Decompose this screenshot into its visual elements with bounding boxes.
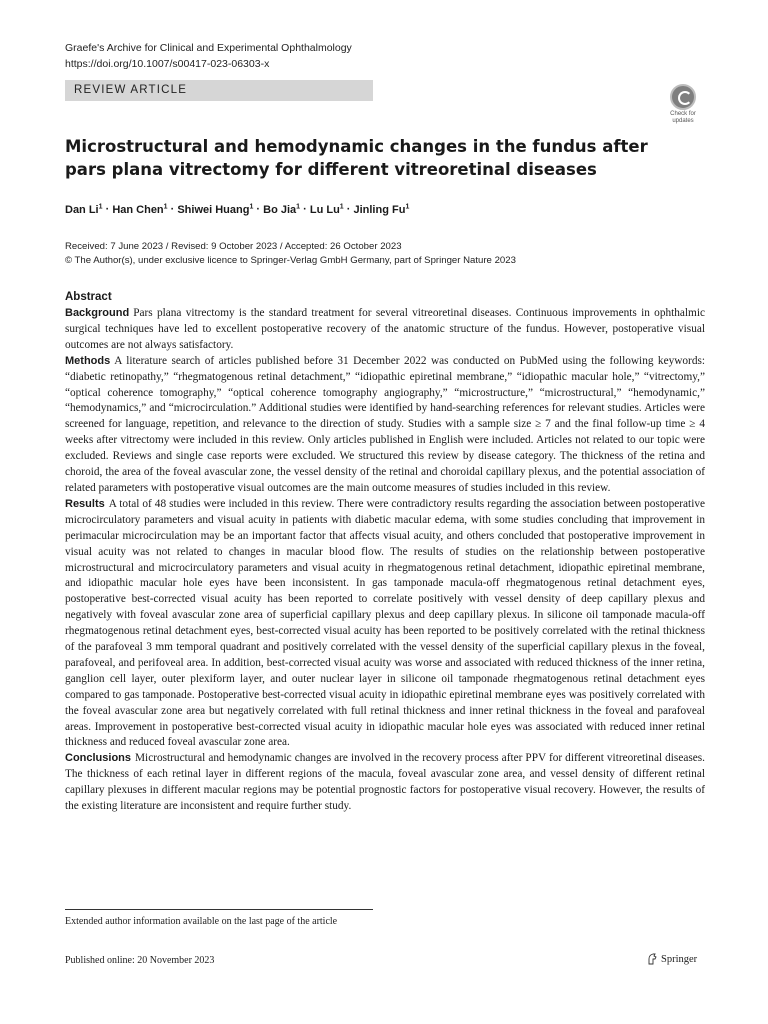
check-updates-icon	[670, 84, 696, 110]
section-text: A total of 48 studies were included in this review. There were contradictory results regarding the association between postoperative microcirculatory parameters and visual acuity in patients with diabetic macular edema, with some studies concluding that improvement in perimacular microcirculation may be an important factor that affects visual acuity, and others concluded that postoperative improvement in visual acuity was not related to changes in macular blood flow. The results of studies on the relationship between postoperative microstructural and microcirculatory parameters and visual acuity in rhegmatogenous retinal detachment, idiopathic epiretinal membrane, and idiopathic macular hole eyes have been inconsistent. In gas tamponade macula-off rhegmatogenous retinal detachment eyes, postoperative best-corrected visual acuity has been reported to correlate positively with vessel density of deep capillary plexus and negatively with foveal avascular zone area of superficial capillary plexus and deep capillary plexus. In silicone oil tamponade macula-off rhegmatogenous retinal detachment eyes, best-corrected visual acuity has been reported to be positively correlated with the retinal thickness of the parafoveal 3 mm temporal quadrant and positively correlated with the vessel density of the superficial capillary plexus in the foveal, parafoveal, and perifoveal area. In addition, best-corrected visual acuity was worse and associated with reduced thickness of the inner retina, ganglion cell layer, outer plexiform layer, and outer nuclear layer in silicone oil tamponade rhegmatogenous retinal detachment eyes compared to gas tamponade. Postoperative best-corrected visual acuity in idiopathic epiretinal membrane eyes was positively correlated with the foveal avascular zone area but negatively correlated with full retinal thickness and inner retinal thickness in the foveal and parafoveal areas. Improvement in postoperative best-corrected visual acuity in idiopathic macular hole eyes was associated with reduced inner retinal thickness and reduced foveal avascular zone area.	[65, 497, 705, 749]
author[interactable]: Jinling Fu$^1$	[353, 203, 410, 216]
author[interactable]: Shiwei Huang$^1$	[177, 203, 254, 216]
published-online-date: Published online: 20 November 2023	[65, 955, 215, 966]
author[interactable]: Lu Lu$^1$	[309, 203, 344, 216]
footnote-divider	[65, 909, 373, 910]
section-text: A literature search of articles published before 31 December 2022 was conducted on PubMed using the following keywords: “diabetic retinopathy,” “rhegmatogenous retinal detachment,” “idiopathic epiretinal membrane,” “idiopathic macular hole,” “vitrectomy,” “optical coherence tomography,” “optical coherence tomography angiography,” “microstructure,” “microstructural,” “hemodynamic,” “hemodynamics,” and “microcirculation.” Additional studies were identified by hand-searching references for relevant studies. Articles were screened for language, repetition, and relevance to the direction of study. Studies with a sample size ≥ 7 and the final follow-up time ≥ 4 weeks after vitrectomy were included in this review. Only articles published in English were included. Articles not related to our topic were excluded. Reviews and single case reports were excluded. We structured this review by disease category. The thickness of the retina and choroid, the area of the foveal avascular zone, the vessel density of the retinal and choroidal capillary plexus, and the potential association of related parameters with postoperative visual outcomes are the main outcome measures of studies included in this review.	[65, 354, 705, 494]
section-label: Methods	[65, 354, 111, 367]
abstract-background	[65, 306, 705, 354]
article-history	[65, 240, 516, 268]
author[interactable]: Han Chen$^1$	[112, 203, 168, 216]
abstract-body	[65, 306, 705, 815]
copyright-line: © The Author(s), under exclusive licence to Springer-Verlag GmbH Germany, part of Springer Nature 2023	[65, 255, 516, 266]
publisher-logo[interactable]	[647, 953, 697, 965]
check-updates-label: Check for updates	[670, 111, 696, 124]
journal-header	[65, 40, 352, 72]
section-label: Results	[65, 497, 105, 510]
article-type-ribbon: REVIEW ARTICLE	[65, 80, 373, 101]
abstract-results	[65, 497, 705, 752]
author-info-footnote: Extended author information available on the last page of the article	[65, 916, 338, 927]
author[interactable]: Dan Li$^1$	[65, 203, 103, 216]
section-label: Conclusions	[65, 752, 132, 765]
author[interactable]: Bo Jia$^1$	[263, 203, 301, 216]
abstract-methods	[65, 354, 705, 497]
abstract-conclusions	[65, 751, 705, 815]
abstract-heading: Abstract	[65, 291, 112, 303]
received-revised-accepted: Received: 7 June 2023 / Revised: 9 October 2023 / Accepted: 26 October 2023	[65, 241, 402, 252]
section-text: Pars plana vitrectomy is the standard treatment for several vitreoretinal diseases. Continuous improvements in ophthalmic surgical techniques have led to excellent postoperative recovery of the anatomic structure of the fundus. However, postoperative visual outcomes are not always satisfactory.	[65, 307, 705, 351]
check-for-updates-badge[interactable]	[664, 84, 702, 124]
publisher-name: Springer	[661, 953, 698, 965]
author-list: Dan $Li^1$ · Han Chen$^1$ · Shiwei Huang$^1$ · Bo Jia$^1$ · Lu $Lu^1$ · Jinling Fu$^1$	[65, 203, 410, 216]
section-text: Microstructural and hemodynamic changes are involved in the recovery process after PPV for different vitreoretinal diseases. The thickness of each retinal layer in different regions of the macula, foveal avascular zone area, and vessel density of different retinal capillary plexuses in different macular regions may be potential prognostic factors for postoperative visual recovery. However, the results of the existing literature are inconsistent and require further study.	[65, 752, 705, 813]
article-title: Microstructural and hemodynamic changes in the fundus after pars plana vitrectomy for different vitreoretinal diseases	[65, 137, 648, 179]
section-label: Background	[65, 307, 130, 319]
doi-link[interactable]: https://doi.org/10.1007/s00417-023-06303-x	[65, 58, 270, 70]
springer-horse-icon	[647, 953, 658, 965]
journal-name: Graefe's Archive for Clinical and Experimental Ophthalmology	[65, 42, 352, 54]
